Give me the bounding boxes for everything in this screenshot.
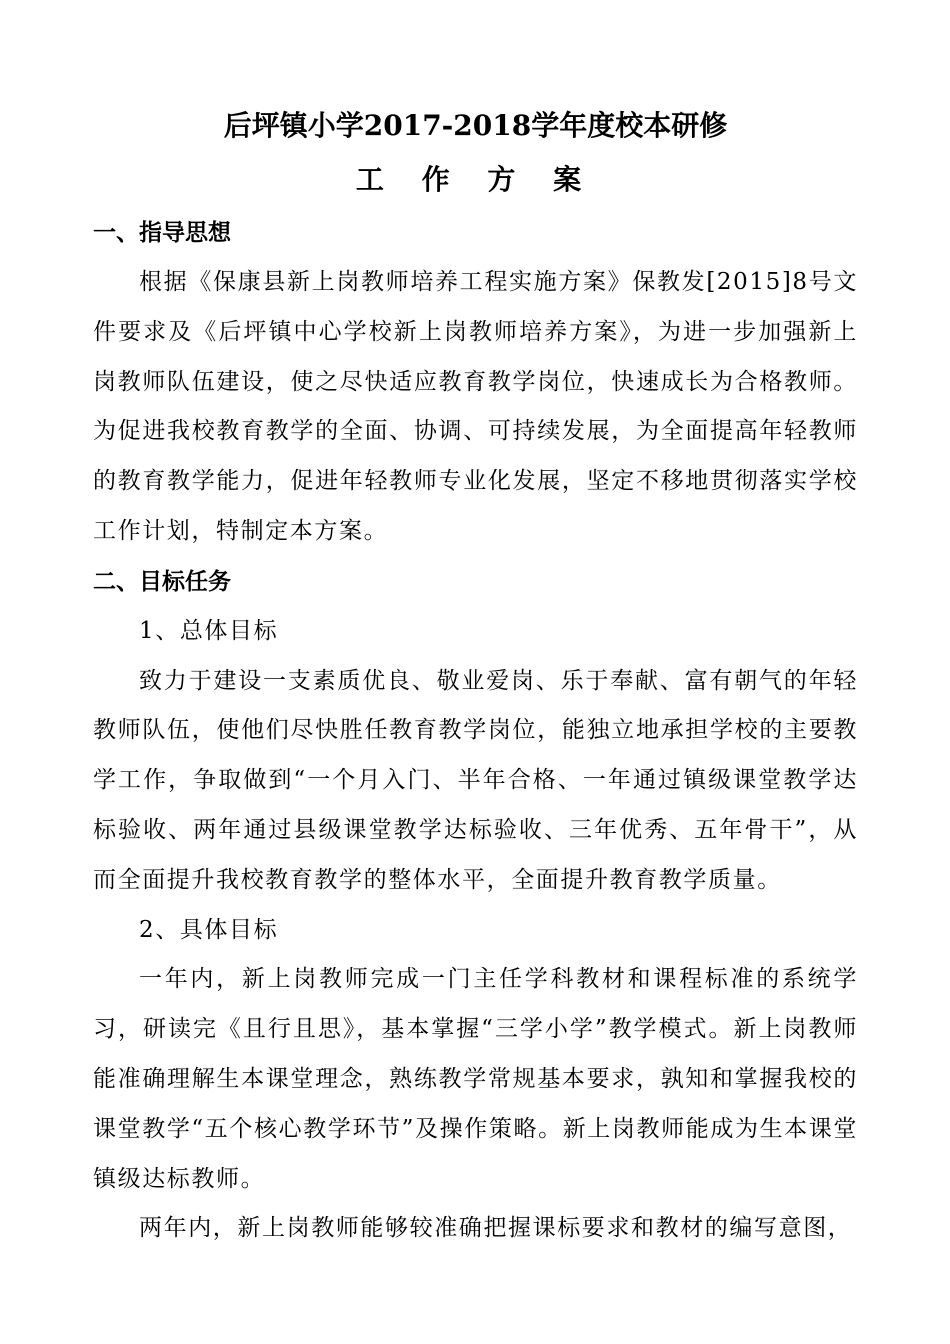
paragraph: 一年内，新上岗教师完成一门主任学科教材和课程标准的系统学习，研读完《且行且思》，基本掌握“三学小学”教学模式。新上岗教师能准确理解生本课堂理念，熟练教学常规基本要求，孰知和掌握我校的课堂教学“五个核心教学环节”及操作策略。新上岗教师能成为生本课堂镇级达标教师。: [93, 966, 858, 1192]
subsection-label: 2、具体目标: [139, 916, 279, 943]
paragraph: 根据《保康县新上岗教师培养工程实施方案》保教发[2015]8号文件要求及《后坪镇中心学校新上岗教师培养方案》，为进一步加强新上岗教师队伍建设，使之尽快适应教育教学岗位，快速成长为合格教师。为促进我校教育教学的全面、协调、可持续发展，为全面提高年轻教师的教育教学能力，促进年轻教师专业化发展，坚定不移地贯彻落实学校工作计划，特制定本方案。: [93, 269, 858, 544]
section-guiding-ideology: [93, 208, 858, 557]
section-goals-tasks: [93, 557, 858, 1254]
document-title: 后坪镇小学2017-2018学年度校本研修: [223, 109, 728, 142]
document-page: [93, 100, 858, 1254]
section-heading: 一、指导思想: [93, 219, 231, 246]
subsection-specific-goals: [93, 906, 858, 1255]
section-heading: 二、目标任务: [93, 567, 231, 595]
document-subtitle: 工 作 方 案: [355, 163, 596, 196]
subsection-overall-goal: [93, 607, 858, 906]
paragraph: 两年内，新上岗教师能够较准确把握课标要求和教材的编写意图，: [139, 1215, 853, 1242]
subsection-label: 1、总体目标: [139, 617, 279, 644]
paragraph: 致力于建设一支素质优良、敬业爱岗、乐于奉献、富有朝气的年轻教师队伍，使他们尽快胜任教育教学岗位，能独立地承担学校的主要教学工作，争取做到“一个月入门、半年合格、一年通过镇级课堂教学达标验收、两年通过县级课堂教学达标验收、三年优秀、五年骨干”，从而全面提升我校教育教学的整体水平，全面提升教育教学质量。: [93, 667, 858, 893]
